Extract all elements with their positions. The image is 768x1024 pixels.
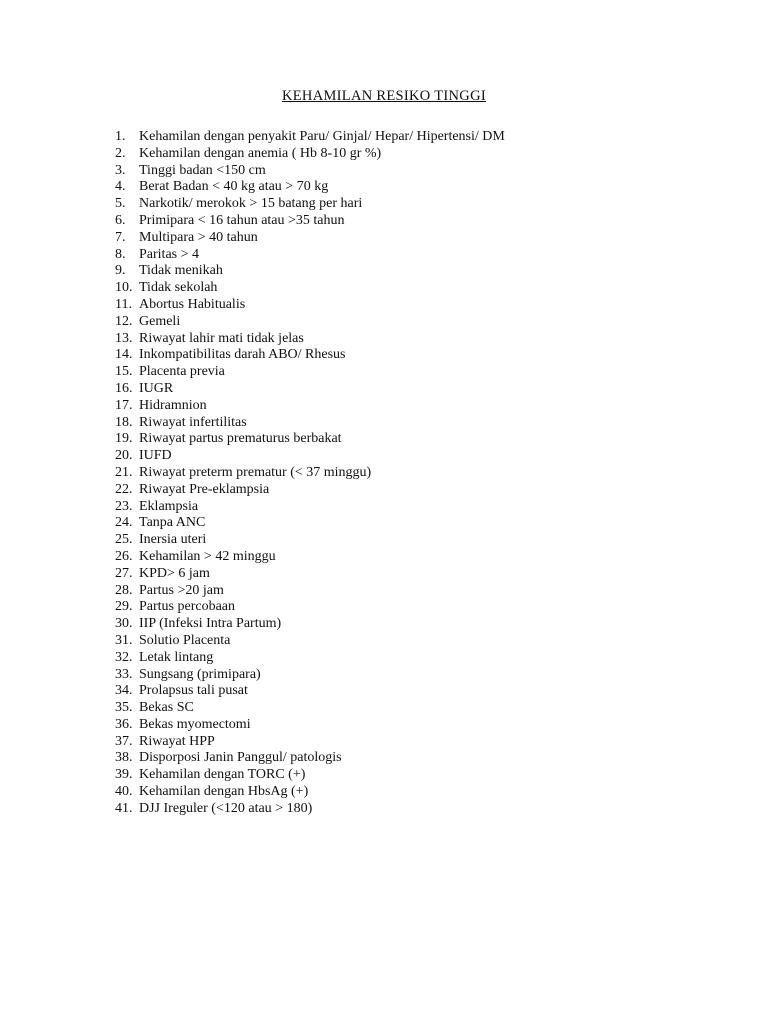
list-item-text: Partus >20 jam	[139, 582, 224, 598]
list-item-number: 5.	[115, 196, 126, 212]
list-item-text: Eklampsia	[139, 498, 199, 514]
list-item-number: 23.	[115, 498, 133, 514]
list-item-number: 9.	[115, 263, 126, 279]
list-item	[115, 532, 505, 549]
list-item-text: Kehamilan dengan penyakit Paru/ Ginjal/ Hepar/ Hipertensi/ DM	[139, 129, 505, 144]
list-item	[115, 650, 505, 667]
list-item-number: 16.	[115, 380, 133, 396]
list-item-text: Bekas myomectomi	[139, 716, 251, 732]
list-item-number: 24.	[115, 515, 133, 531]
list-item	[115, 196, 505, 213]
list-item-number: 19.	[115, 431, 133, 447]
list-item	[115, 415, 505, 432]
list-item-number: 15.	[115, 364, 133, 380]
list-item-number: 30.	[115, 616, 133, 632]
list-item-number: 3.	[115, 162, 126, 178]
list-item	[115, 734, 505, 751]
list-item-number: 6.	[115, 212, 126, 228]
list-item	[115, 482, 505, 499]
list-item-text: IIP (Infeksi Intra Partum)	[139, 616, 282, 632]
list-item-text: Solutio Placenta	[139, 632, 231, 648]
list-item	[115, 297, 505, 314]
list-item	[115, 381, 505, 398]
list-item	[115, 717, 505, 734]
list-item-text: Riwayat lahir mati tidak jelas	[139, 330, 304, 346]
list-item-text: Kehamilan > 42 minggu	[139, 548, 276, 564]
list-item	[115, 784, 505, 801]
list-item-number: 27.	[115, 565, 133, 581]
list-item-number: 37.	[115, 733, 133, 749]
list-item-number: 22.	[115, 481, 133, 497]
list-item-number: 4.	[115, 179, 126, 195]
list-item-text: Kehamilan dengan HbsAg (+)	[139, 784, 309, 800]
list-item-number: 10.	[115, 280, 133, 296]
list-item	[115, 247, 505, 264]
list-item-number: 35.	[115, 700, 133, 716]
list-item	[115, 179, 505, 196]
list-item	[115, 667, 505, 684]
list-item	[115, 633, 505, 650]
list-item-number: 29.	[115, 599, 133, 615]
list-item	[115, 801, 505, 818]
list-item-number: 21.	[115, 464, 133, 480]
list-item-text: IUGR	[139, 380, 174, 396]
list-item	[115, 499, 505, 516]
list-item-text: Riwayat preterm prematur (< 37 minggu)	[139, 464, 372, 480]
list-item	[115, 750, 505, 767]
document-title: KEHAMILAN RESIKO TINGGI	[282, 88, 486, 104]
list-item-text: DJJ Ireguler (<120 atau > 180)	[139, 800, 313, 816]
list-item-number: 8.	[115, 246, 126, 262]
list-item	[115, 465, 505, 482]
list-item-text: Kehamilan dengan TORC (+)	[139, 767, 306, 783]
list-item-number: 14.	[115, 347, 133, 363]
list-item	[115, 364, 505, 381]
list-item-text: Letak lintang	[139, 649, 214, 665]
list-item-number: 18.	[115, 414, 133, 430]
list-item-text: Inersia uteri	[139, 532, 207, 548]
list-item-text: Riwayat infertilitas	[139, 414, 247, 430]
list-item-number: 31.	[115, 632, 133, 648]
list-item-text: Kehamilan dengan anemia ( Hb 8-10 gr %)	[139, 145, 382, 161]
list-item-number: 7.	[115, 229, 126, 245]
list-item-number: 20.	[115, 448, 133, 464]
list-item-text: Tanpa ANC	[139, 515, 206, 531]
list-item-text: Tinggi badan <150 cm	[139, 162, 266, 178]
list-item	[115, 230, 505, 247]
list-item-number: 17.	[115, 397, 133, 413]
list-item-text: KPD> 6 jam	[139, 565, 210, 581]
list-item-number: 11.	[115, 296, 132, 312]
list-item-text: Gemeli	[139, 313, 181, 329]
list-item-text: Sungsang (primipara)	[139, 666, 261, 682]
list-item-number: 39.	[115, 767, 133, 783]
list-item	[115, 213, 505, 230]
list-item-text: Paritas > 4	[139, 246, 199, 262]
list-item	[115, 700, 505, 717]
list-item-number: 13.	[115, 330, 133, 346]
list-item	[115, 566, 505, 583]
list-item-text: Riwayat Pre-eklampsia	[139, 481, 270, 497]
list-item	[115, 583, 505, 600]
list-item-number: 33.	[115, 666, 133, 682]
list-item	[115, 515, 505, 532]
list-item-number: 12.	[115, 313, 133, 329]
list-item-number: 38.	[115, 750, 133, 766]
list-item	[115, 163, 505, 180]
list-item	[115, 683, 505, 700]
list-item-text: Abortus Habitualis	[139, 296, 246, 312]
list-item-text: Riwayat partus prematurus berbakat	[139, 431, 342, 447]
list-item	[115, 448, 505, 465]
list-item-text: Prolapsus tali pusat	[139, 683, 248, 699]
list-item	[115, 347, 505, 364]
list-item-number: 2.	[115, 145, 126, 161]
list-item	[115, 431, 505, 448]
list-item	[115, 331, 505, 348]
list-item-number: 1.	[115, 129, 126, 144]
list-item	[115, 616, 505, 633]
list-item-text: Narkotik/ merokok > 15 batang per hari	[139, 196, 363, 212]
list-item	[115, 146, 505, 163]
risk-list	[115, 129, 505, 818]
list-item-number: 28.	[115, 582, 133, 598]
list-item-text: Placenta previa	[139, 364, 225, 380]
list-item-text: Disporposi Janin Panggul/ patologis	[139, 750, 342, 766]
list-item-text: Berat Badan < 40 kg atau > 70 kg	[139, 179, 329, 195]
list-item-number: 25.	[115, 532, 133, 548]
list-item-text: Partus percobaan	[139, 599, 236, 615]
list-item	[115, 599, 505, 616]
list-item-number: 26.	[115, 548, 133, 564]
list-item-text: Multipara > 40 tahun	[139, 229, 258, 245]
list-item-number: 36.	[115, 716, 133, 732]
list-item	[115, 398, 505, 415]
list-item-text: Tidak menikah	[139, 263, 223, 279]
list-item	[115, 129, 505, 146]
list-item	[115, 314, 505, 331]
list-item-text: Inkompatibilitas darah ABO/ Rhesus	[139, 347, 346, 363]
list-item-number: 40.	[115, 784, 133, 800]
list-item-number: 32.	[115, 649, 133, 665]
list-item	[115, 280, 505, 297]
list-item-number: 34.	[115, 683, 133, 699]
list-item	[115, 549, 505, 566]
list-item-text: Tidak sekolah	[139, 280, 218, 296]
list-item	[115, 767, 505, 784]
list-item-text: Bekas SC	[139, 700, 194, 716]
list-item-text: IUFD	[139, 448, 172, 464]
list-item-text: Primipara < 16 tahun atau >35 tahun	[139, 212, 345, 228]
list-item-number: 41.	[115, 800, 133, 816]
list-item	[115, 263, 505, 280]
list-item-text: Hidramnion	[139, 397, 207, 413]
list-item-text: Riwayat HPP	[139, 733, 215, 749]
